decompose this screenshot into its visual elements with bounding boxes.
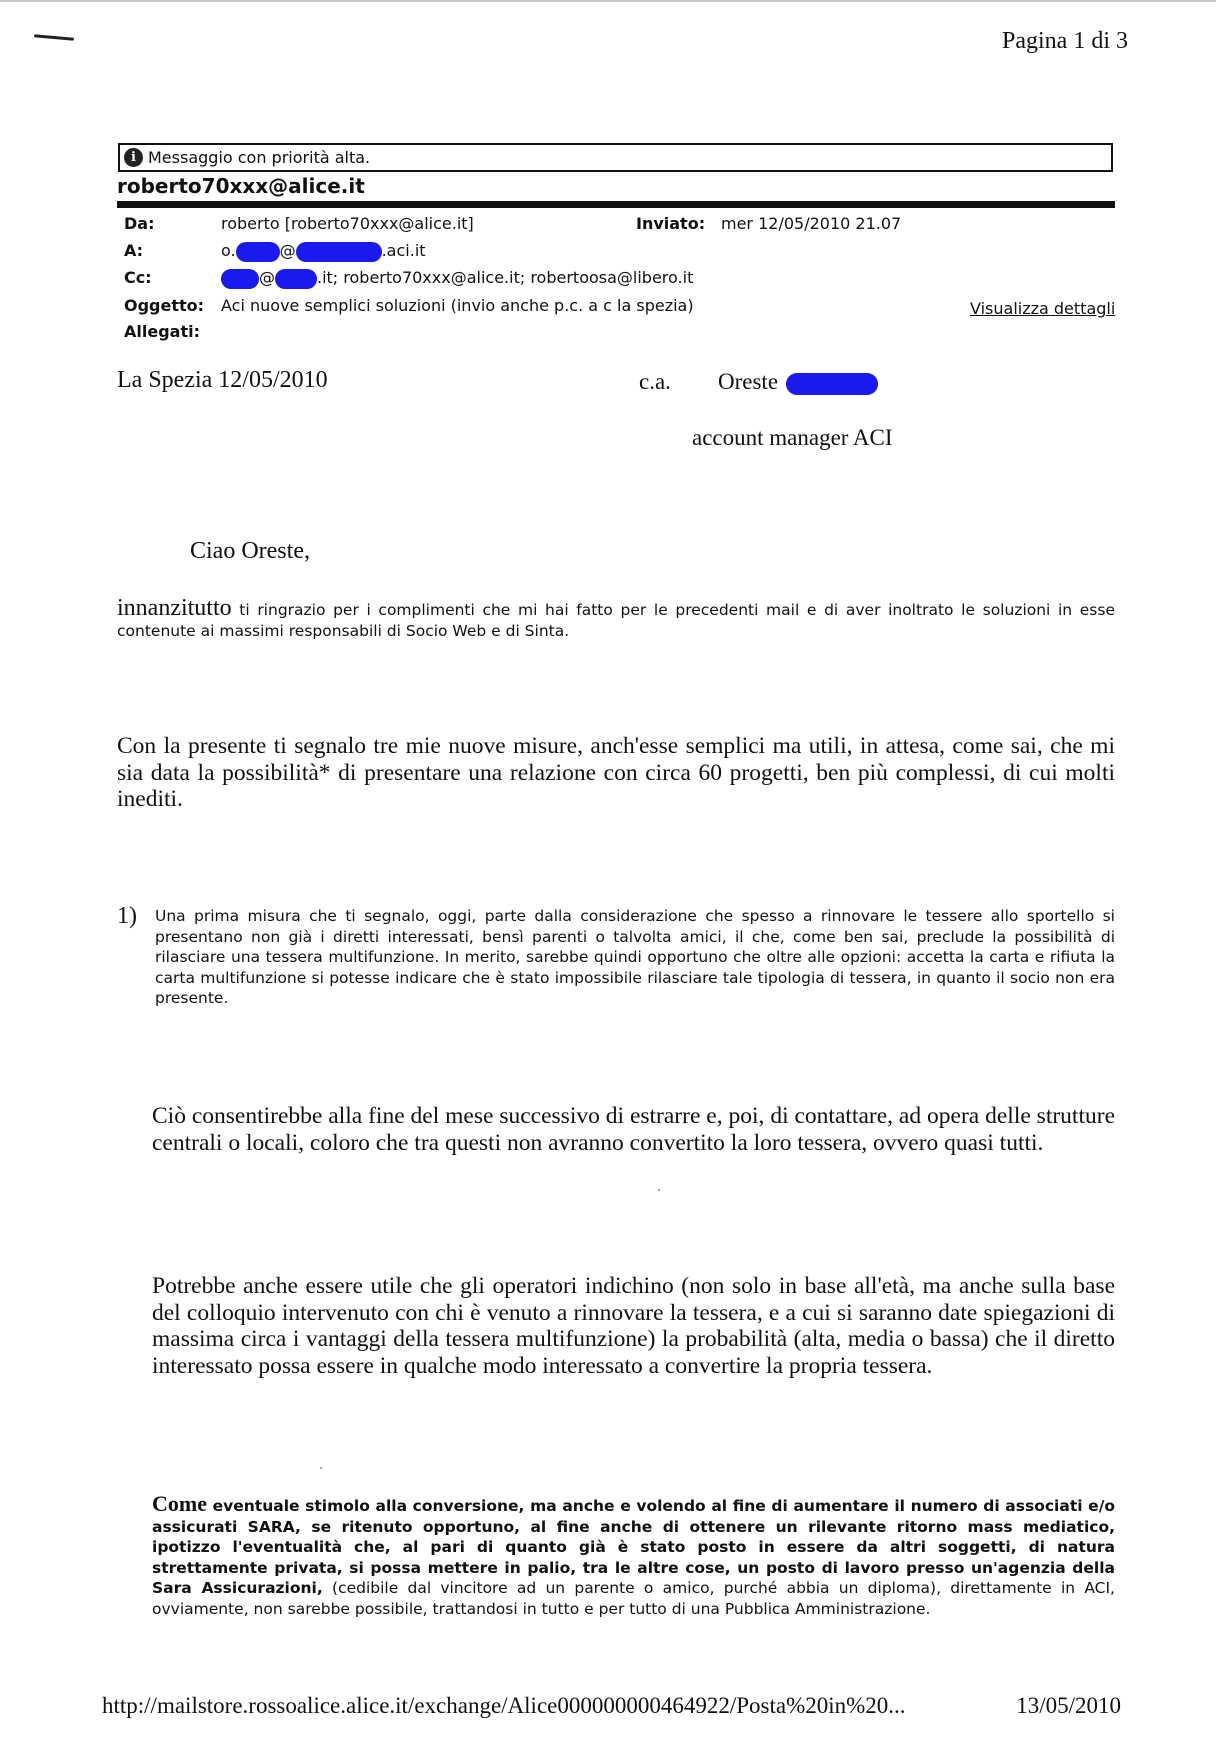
- attachments-label: Allegati:: [124, 322, 200, 341]
- incentive-paragraph: [152, 1491, 1115, 1619]
- subject-label: Oggetto:: [124, 296, 205, 315]
- intro-paragraph: [117, 595, 1115, 641]
- letter-date: La Spezia 12/05/2010: [117, 367, 328, 393]
- to-suffix: .aci.it: [381, 241, 426, 260]
- to-label: A:: [124, 241, 144, 260]
- to-prefix: o.: [221, 241, 236, 260]
- from-value[interactable]: roberto [roberto70xxx@alice.it]: [221, 214, 474, 233]
- greeting: Ciao Oreste,: [190, 538, 310, 564]
- subject-value: Aci nuove semplici soluzioni (invio anche p.c. a c la spezia): [221, 296, 694, 315]
- measures-paragraph: Con la presente ti segnalo tre mie nuove misure, anch'esse semplici ma utili, in attesa, come sai, che mi sia data la possibilità* di presentare una relazione con circa 60 progetti, ben più complessi, di cui molti inediti.: [117, 733, 1115, 812]
- scan-speck: [658, 1189, 660, 1191]
- recipient-first-name: Oreste: [718, 369, 779, 394]
- item-1-paragraph: Una prima misura che ti segnalo, oggi, parte dalla considerazione che spesso a rinnovare le tessere allo sportello si presentano non già i diretti interessati, bensì parenti o talvolta amici, il che, come ben sai, preclude la possibilità di rilasciare una tessera multifunzione. In merito, sarebbe quindi opportuno che oltre alle opzioni: accetta la carta e rifiuta la carta multifunzione si potesse indicare che è stato impossibile rilasciare tale tipologia di tessera, in quanto il socio non era presente.: [155, 907, 1115, 1007]
- recipient-name: [718, 369, 878, 395]
- scan-speck: [320, 1467, 322, 1469]
- consequence-paragraph: Ciò consentirebbe alla fine del mese successivo di estrarre e, poi, di contattare, ad opera delle strutture centrali o locali, coloro che tra questi non avranno convertito la loro tessera, ovvero quasi tutti.: [152, 1103, 1115, 1156]
- intro-lead: innanzitutto: [117, 595, 232, 621]
- cc-at: @: [259, 268, 275, 287]
- view-details-link[interactable]: Visualizza dettagli: [970, 299, 1116, 318]
- operators-paragraph: Potrebbe anche essere utile che gli operatori indichino (non solo in base all'età, ma anche sulla base del colloquio intervenuto con chi è venuto a rinnovare la tessera, e a cui si saranno date spiegazioni di massima circa i vantaggi della tessera multifunzione) la probabilità (alta, media o bassa) che il diretto interessato possa essere in qualche modo interessato a convertire la propria tessera.: [152, 1273, 1115, 1379]
- attention-label: c.a.: [639, 369, 671, 394]
- header-divider: [117, 201, 1115, 208]
- incentive-text: (cedibile dal vincitore ad un parente o amico, purché abbia un diploma), direttamente in ACI, ovviamente, non sarebbe possibile, trattandosi in tutto e per tutto di una Pubblica Amministrazione.: [152, 1579, 1115, 1618]
- intro-text: ti ringrazio per i complimenti che mi hai fatto per le precedenti mail e di aver inoltrato le soluzioni in esse contenute ai massimi responsabili di Socio Web e di Sinta.: [117, 601, 1115, 640]
- cc-label: Cc:: [124, 268, 152, 287]
- sent-value: mer 12/05/2010 21.07: [721, 214, 902, 233]
- cc-value[interactable]: [221, 268, 693, 289]
- scan-mark: [34, 34, 74, 40]
- redaction-mark: [296, 242, 382, 262]
- scan-top-edge: [0, 0, 1216, 2]
- priority-banner: [118, 143, 1113, 172]
- priority-text: Messaggio con priorità alta.: [148, 148, 371, 167]
- redaction-mark: [221, 269, 259, 289]
- page-number: Pagina 1 di 3: [1002, 28, 1128, 54]
- recipient-role: account manager ACI: [692, 425, 893, 450]
- footer-date: 13/05/2010: [1016, 1693, 1121, 1718]
- incentive-lead: Come: [152, 1491, 207, 1516]
- info-icon: i: [124, 148, 143, 167]
- cc-rest: .it; roberto70xxx@alice.it; robertoosa@libero.it: [317, 268, 694, 287]
- footer-url[interactable]: http://mailstore.rossoalice.alice.it/exchange/Alice000000000464922/Posta%20in%20...: [102, 1693, 906, 1718]
- incentive-bold-text: eventuale stimolo alla conversione, ma anche e volendo al fine di aumentare il numero di associati e/o assicurati SARA, se ritenuto opportuno, al fine anche di ottenere un rilevante ritorno mass mediatico, ipotizzo l'eventualità che, al pari di quanto già è stato posto in essere da altri soggetti, di natura strettamente privata, si possa mettere in palio, tra le altre cose, un posto di lavoro presso un'agenzia della Sara Assicurazioni,: [152, 1497, 1115, 1597]
- to-value[interactable]: [221, 241, 426, 262]
- sender-title: roberto70xxx@alice.it: [117, 174, 365, 198]
- item-number: 1): [117, 903, 137, 929]
- to-at: @: [279, 241, 296, 260]
- redaction-mark: [236, 242, 280, 262]
- from-label: Da:: [124, 214, 155, 233]
- sent-label: Inviato:: [636, 214, 706, 233]
- redaction-mark: [275, 269, 317, 289]
- redaction-mark: [786, 373, 878, 395]
